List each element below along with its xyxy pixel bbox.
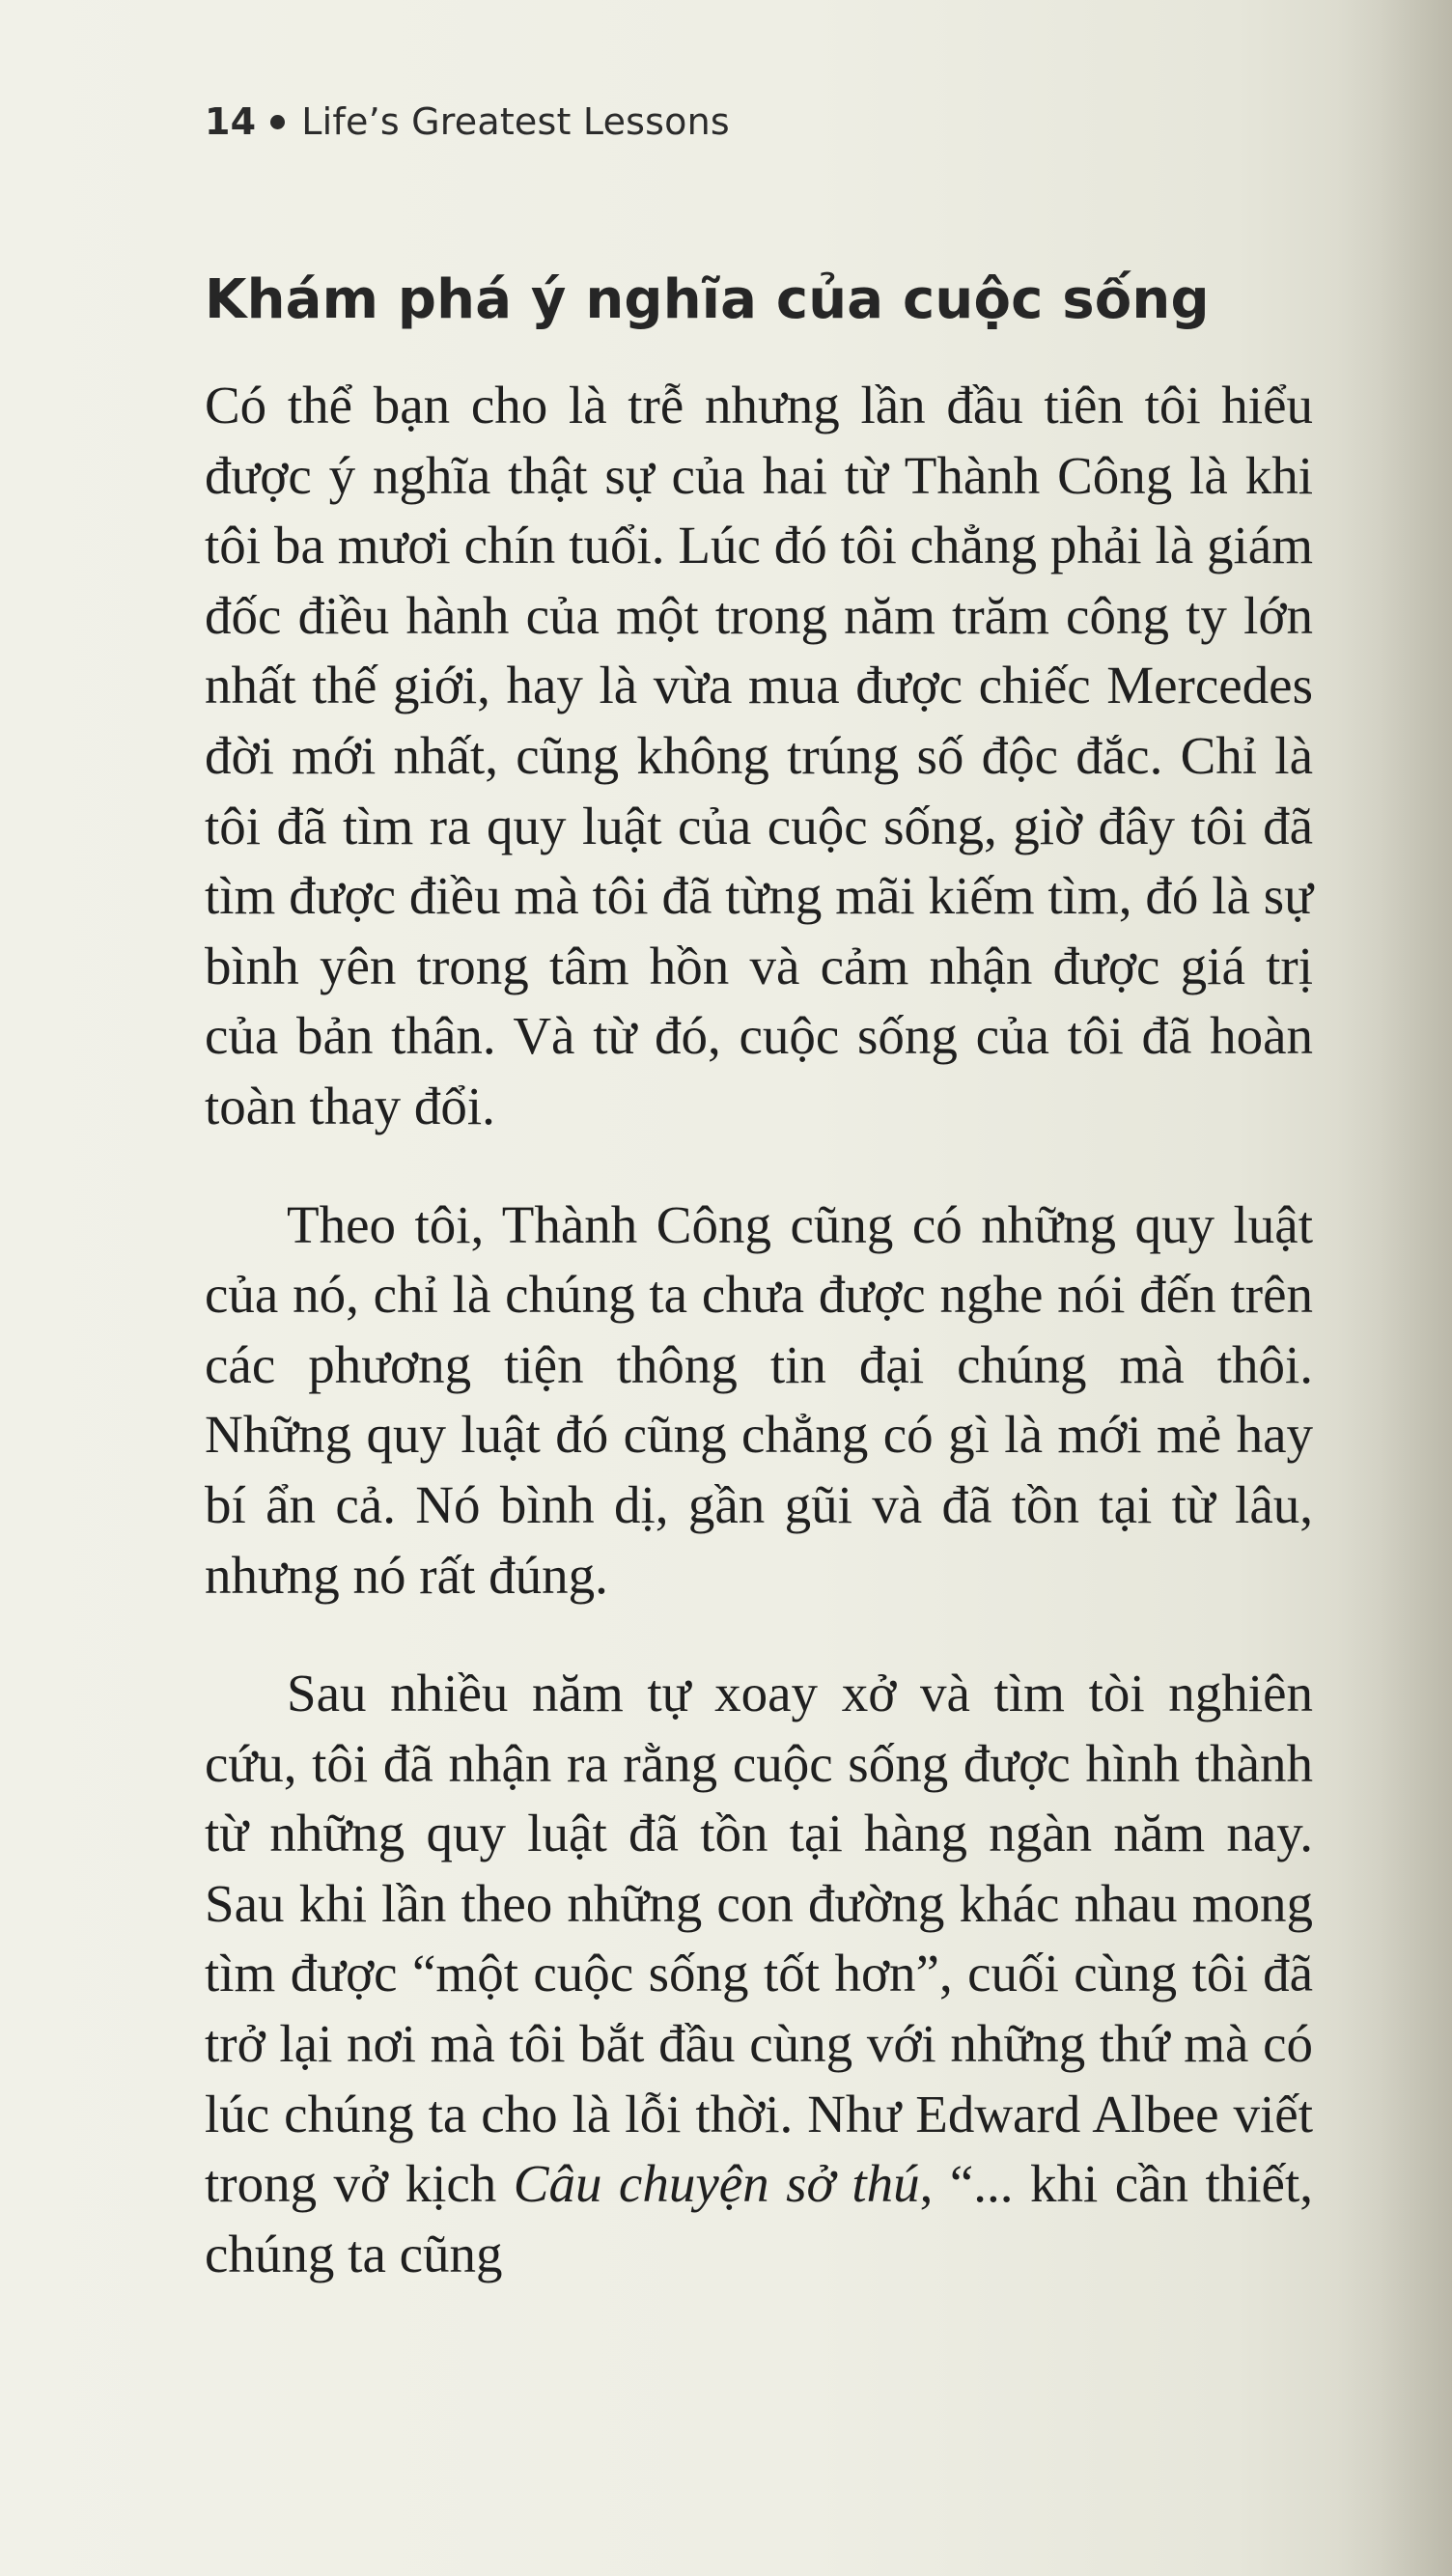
paragraph-1: Có thể bạn cho là trễ nhưng lần đầu tiên tôi hiểu được ý nghĩa thật sự của hai từ Thành Công là khi tôi ba mươi chín tuổi. Lúc đó tôi chẳng phải là giám đốc điều hành của một trong năm trăm công ty lớn nhất thế giới, hay là vừa mua được chiếc Mercedes đời mới nhất, cũng không trúng số độc đắc. Chỉ là tôi đã tìm ra quy luật của cuộc sống, giờ đây tôi đã tìm được điều mà tôi đã từng mãi kiếm tìm, đó là sự bình yên trong tâm hồn và cảm nhận được giá trị của bản thân. Và từ đó, cuộc sống của tôi đã hoàn toàn thay đổi. xyxy=(205,376,1313,1135)
section-title: Khám phá ý nghĩa của cuộc sống xyxy=(205,268,1210,331)
page-number: 14 xyxy=(205,100,257,143)
body-text xyxy=(205,371,1313,2289)
running-header xyxy=(205,100,730,143)
paragraph-3 xyxy=(205,1659,1313,2289)
page-edge-shadow xyxy=(1336,0,1452,2576)
book-title: Life’s Greatest Lessons xyxy=(301,100,730,143)
paragraph-3-text-after: , “... khi cần thiết, chúng ta cũng xyxy=(205,2154,1313,2283)
play-title: Câu chuyện sở thú xyxy=(513,2154,920,2214)
paragraph-2: Theo tôi, Thành Công cũng có những quy luật của nó, chỉ là chúng ta chưa được nghe nói đến trên các phương tiện thông tin đại chúng mà thôi. Những quy luật đó cũng chẳng có gì là mới mẻ hay bí ẩn cả. Nó bình dị, gần gũi và đã tồn tại từ lâu, nhưng nó rất đúng. xyxy=(205,1194,1313,1605)
bullet-icon xyxy=(270,115,285,129)
paragraph-3-text-before: Sau nhiều năm tự xoay xở và tìm tòi nghiên cứu, tôi đã nhận ra rằng cuộc sống được hình thành từ những quy luật đã tồn tại hàng ngàn năm nay. Sau khi lần theo những con đường khác nhau mong tìm được “một cuộc sống tốt hơn”, cuối cùng tôi đã trở lại nơi mà tôi bắt đầu cùng với những thứ mà có lúc chúng ta cho là lỗi thời. Như Edward Albee viết trong vở kịch xyxy=(205,1664,1313,2214)
